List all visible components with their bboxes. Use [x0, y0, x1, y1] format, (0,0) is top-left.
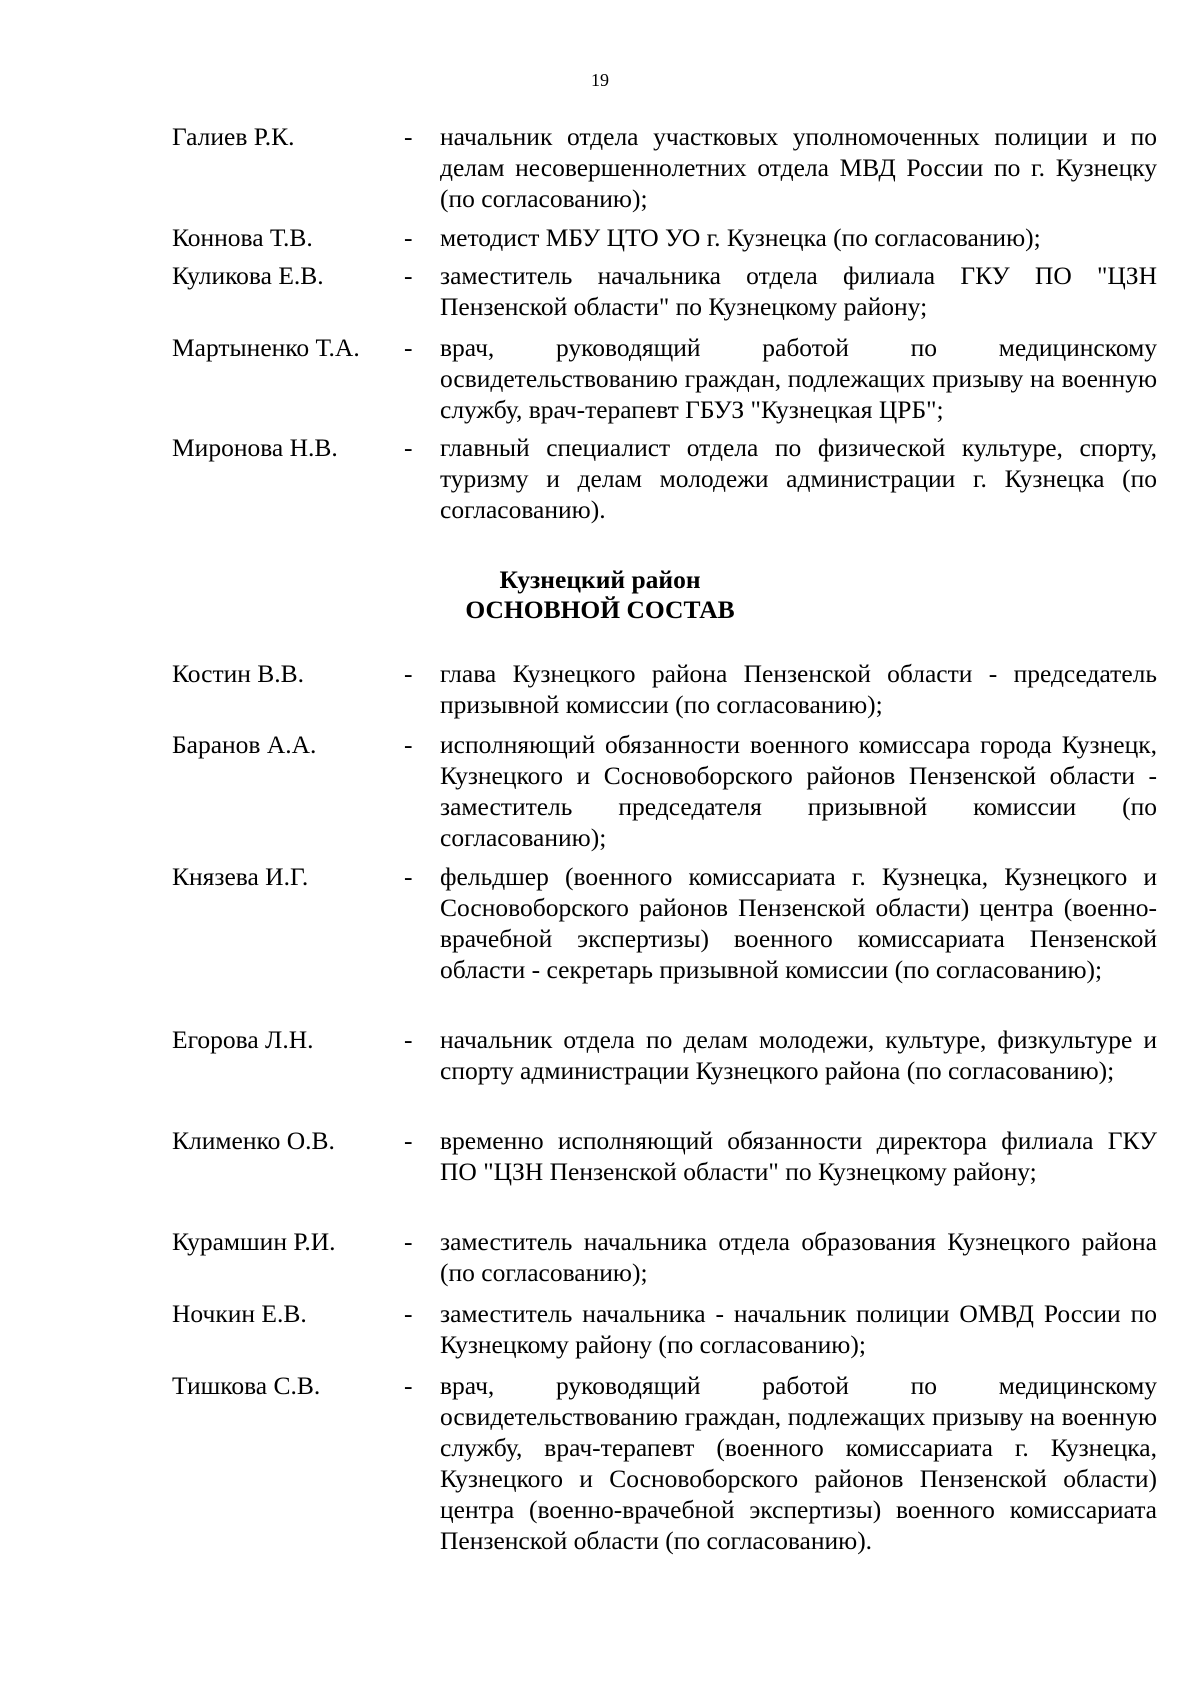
member-name: Миронова Н.В. — [172, 433, 338, 462]
separator-dash: - — [404, 433, 413, 462]
member-position: заместитель начальника отдела образования Кузнецкого района (по согласованию); — [440, 1227, 1157, 1287]
separator-dash: - — [404, 223, 413, 252]
member-position: временно исполняющий обязанности директора филиала ГКУ ПО "ЦЗН Пензенской области" по Кузнецкому району; — [440, 1126, 1157, 1186]
member-name: Тишкова С.В. — [172, 1371, 321, 1400]
section-subtitle: ОСНОВНОЙ СОСТАВ — [465, 595, 735, 624]
member-name: Коннова Т.В. — [172, 223, 313, 252]
separator-dash: - — [404, 122, 413, 151]
member-position: заместитель начальника отдела филиала ГКУ ПО "ЦЗН Пензенской области" по Кузнецкому району; — [440, 261, 1157, 321]
page-number: 19 — [591, 70, 609, 90]
member-position: заместитель начальника - начальник полиции ОМВД России по Кузнецкому району (по согласованию); — [440, 1299, 1157, 1359]
member-name: Князева И.Г. — [172, 862, 309, 891]
member-position: главный специалист отдела по физической культуре, спорту, туризму и делам молодежи администрации г. Кузнецка (по согласованию). — [440, 433, 1157, 524]
member-name: Галиев Р.К. — [172, 122, 295, 151]
section-title: Кузнецкий район — [499, 565, 701, 594]
member-position: методист МБУ ЦТО УО г. Кузнецка (по согласованию); — [440, 223, 1041, 252]
separator-dash: - — [404, 1025, 413, 1054]
separator-dash: - — [404, 862, 413, 891]
member-name: Куликова Е.В. — [172, 261, 324, 290]
separator-dash: - — [404, 1126, 413, 1155]
separator-dash: - — [404, 1299, 413, 1328]
member-name: Курамшин Р.И. — [172, 1227, 336, 1256]
separator-dash: - — [404, 730, 413, 759]
member-position: начальник отдела по делам молодежи, культуре, физкультуре и спорту администрации Кузнецкого района (по согласованию); — [440, 1025, 1157, 1085]
separator-dash: - — [404, 1227, 413, 1256]
member-name: Костин В.В. — [172, 659, 305, 688]
separator-dash: - — [404, 261, 413, 290]
member-position: глава Кузнецкого района Пензенской области - председатель призывной комиссии (по согласованию); — [440, 659, 1157, 719]
member-name: Егорова Л.Н. — [172, 1025, 314, 1054]
separator-dash: - — [404, 1371, 413, 1400]
member-position: фельдшер (военного комиссариата г. Кузнецка, Кузнецкого и Сосновоборского районов Пензенской области) центра (военно-врачебной экспертизы) военного комиссариата Пензенской области - секретарь призывной комиссии (по согласованию); — [440, 862, 1157, 984]
separator-dash: - — [404, 333, 413, 362]
member-position: врач, руководящий работой по медицинскому освидетельствованию граждан, подлежащих призыву на военную службу, врач-терапевт ГБУЗ "Кузнецкая ЦРБ"; — [440, 333, 1157, 424]
member-name: Мартыненко Т.А. — [172, 333, 360, 362]
member-name: Ночкин Е.В. — [172, 1299, 307, 1328]
member-position: врач, руководящий работой по медицинскому освидетельствованию граждан, подлежащих призыву на военную службу, врач-терапевт (военного комиссариата г. Кузнецка, Кузнецкого и Сосновоборского районов Пензенской области) центра (военно-врачебной экспертизы) военного комиссариата Пензенской области (по согласованию). — [440, 1371, 1157, 1555]
member-position: исполняющий обязанности военного комиссара города Кузнецк, Кузнецкого и Сосновоборского районов Пензенской области - заместитель председателя призывной комиссии (по согласованию); — [440, 730, 1157, 852]
member-position: начальник отдела участковых уполномоченных полиции и по делам несовершеннолетних отдела МВД России по г. Кузнецку (по согласованию); — [440, 122, 1157, 213]
member-name: Клименко О.В. — [172, 1126, 335, 1155]
member-name: Баранов А.А. — [172, 730, 317, 759]
separator-dash: - — [404, 659, 413, 688]
